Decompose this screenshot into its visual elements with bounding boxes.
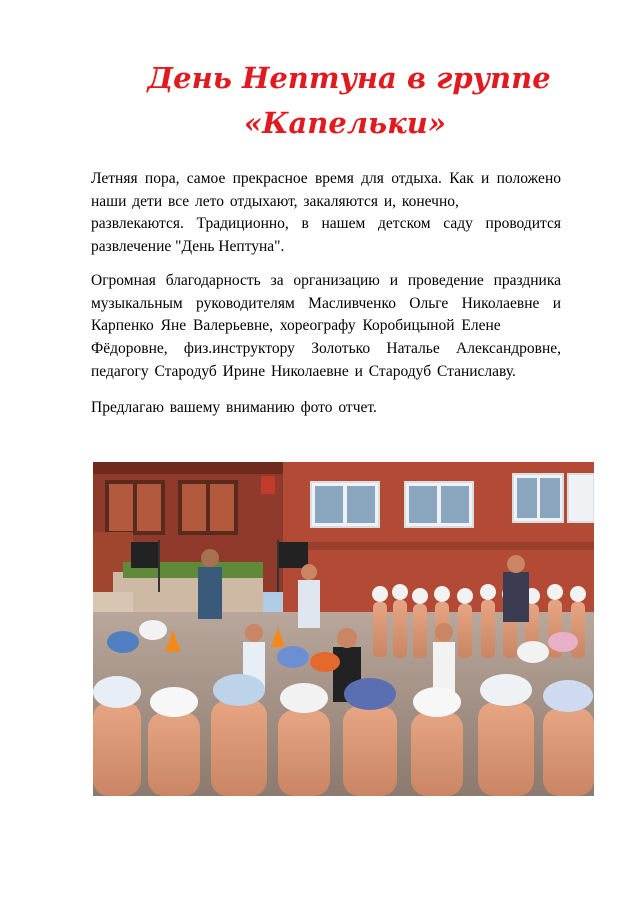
page-title-line-2: «Капельки» bbox=[243, 106, 447, 140]
page-title-line-1: День Нептуна в группе bbox=[147, 61, 551, 95]
event-photo bbox=[93, 462, 594, 796]
paragraph-line: музыкальным руководителям Масливченко Ольге Николаевне и bbox=[91, 294, 561, 312]
paragraph-photo-intro bbox=[91, 397, 561, 420]
paragraph-line: педагогу Стародуб Ирине Николаевне и Стародуб Станиславу. bbox=[91, 362, 516, 380]
paragraph-line: Огромная благодарность за организацию и проведение праздника bbox=[91, 272, 561, 289]
paragraph-line: Летняя пора, самое прекрасное время для отдыха. Как и положено bbox=[91, 170, 561, 187]
paragraph-line: Карпенко Яне Валерьевне, хореографу Коробицыной Елене bbox=[91, 317, 501, 335]
paragraph-thanks bbox=[91, 270, 561, 383]
paragraph-line: Фёдоровне, физ.инструктору Золотько Наталье Александровне, bbox=[91, 340, 561, 358]
paragraph-line: развлечение "День Нептуна". bbox=[91, 238, 285, 256]
paragraph-line: развлекаются. Традиционно, в нашем детском саду проводится bbox=[91, 215, 561, 233]
paragraph-line: наши дети все лето отдыхают, закаляются и, конечно, bbox=[91, 192, 459, 210]
paragraph-intro bbox=[91, 168, 561, 259]
paragraph-line: Предлагаю вашему вниманию фото отчет. bbox=[91, 399, 377, 416]
